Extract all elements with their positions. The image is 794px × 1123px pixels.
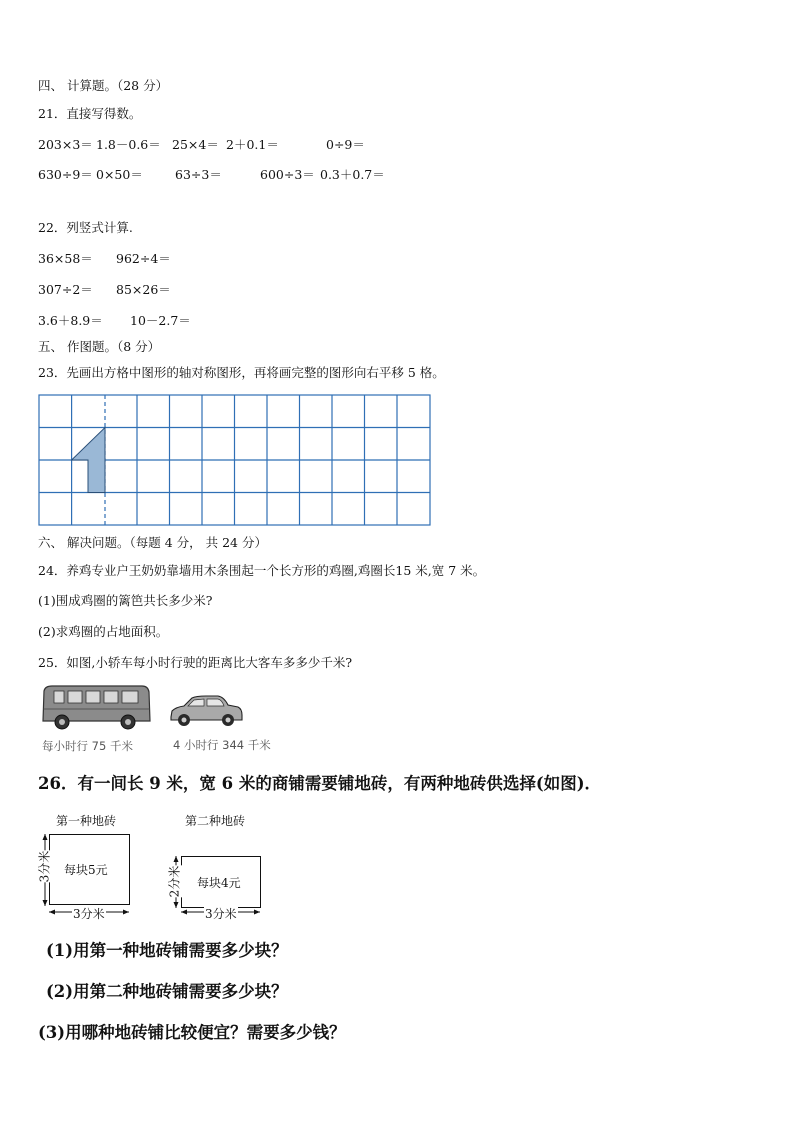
q21-item: 0×50＝	[96, 167, 143, 182]
tile-2-bottom-label: 3分米	[205, 907, 237, 921]
question-23-title: 23．先画出方格中图形的轴对称图形，再将画完整的图形向右平移 5 格。	[38, 365, 445, 380]
q22-item: 307÷2＝	[38, 282, 93, 297]
q21-item: 1.8－0.6＝	[96, 137, 161, 152]
q21-item: 63÷3＝	[175, 167, 222, 182]
question-24-part-2: (2)求鸡圈的占地面积。	[38, 624, 169, 639]
tile-2-label: 第二种地砖	[185, 814, 246, 828]
q22-item: 962÷4＝	[116, 251, 171, 266]
tile-1-label: 第一种地砖	[56, 814, 117, 828]
q22-item: 10－2.7＝	[130, 313, 191, 328]
tile-1-bottom-label: 3分米	[73, 907, 105, 921]
q22-item: 36×58＝	[38, 251, 93, 266]
q21-item: 2＋0.1＝	[226, 137, 279, 152]
section-5-title: 五、 作图题。（8 分）	[38, 339, 161, 354]
q21-item: 25×4＝	[172, 137, 219, 152]
tile-2-price: 每块4元	[197, 876, 241, 890]
question-26-part-3: (3)用哪种地砖铺比较便宜？需要多少钱？	[38, 1023, 346, 1042]
question-21-title: 21．直接写得数。	[38, 106, 142, 121]
question-26-title: 26．有一间长 9 米，宽 6 米的商铺需要铺地砖，有两种地砖供选择(如图)．	[38, 774, 602, 793]
question-24-title: 24．养鸡专业户王奶奶靠墙用木条围起一个长方形的鸡圈,鸡圈长15 米,宽 7 米。	[38, 563, 486, 578]
bus-caption: 每小时行 75 千米	[42, 739, 133, 753]
q21-item: 630÷9＝	[38, 167, 93, 182]
q21-item: 203×3＝	[38, 137, 93, 152]
car-caption: 4 小时行 344 千米	[173, 738, 271, 752]
q21-item: 0.3＋0.7＝	[320, 167, 385, 182]
q21-item: 0÷9＝	[326, 137, 365, 152]
q21-item: 600÷3＝	[260, 167, 315, 182]
q22-item: 85×26＝	[116, 282, 171, 297]
tile-1-price: 每块5元	[64, 863, 108, 877]
section-4-title: 四、 计算题。（28 分）	[38, 78, 169, 93]
tile-1-side-label: 3分米	[37, 850, 52, 883]
q22-item: 3.6＋8.9＝	[38, 313, 103, 328]
question-26-part-1: (1)用第一种地砖铺需要多少块？	[46, 941, 288, 960]
question-22-title: 22．列竖式计算.	[38, 220, 133, 235]
question-24-part-1: (1)围成鸡圈的篱笆共长多少米?	[38, 593, 213, 608]
section-6-title: 六、 解决问题。（每题 4 分， 共 24 分）	[38, 535, 267, 550]
question-25-title: 25．如图,小轿车每小时行驶的距离比大客车多多少千米?	[38, 655, 353, 670]
drawing-grid	[38, 394, 432, 527]
shape-figure	[72, 428, 105, 493]
car-image	[168, 693, 244, 729]
question-26-part-2: (2)用第二种地砖铺需要多少块？	[46, 982, 288, 1001]
tile-2-side-label: 2分米	[167, 865, 182, 898]
bus-image	[40, 683, 152, 733]
